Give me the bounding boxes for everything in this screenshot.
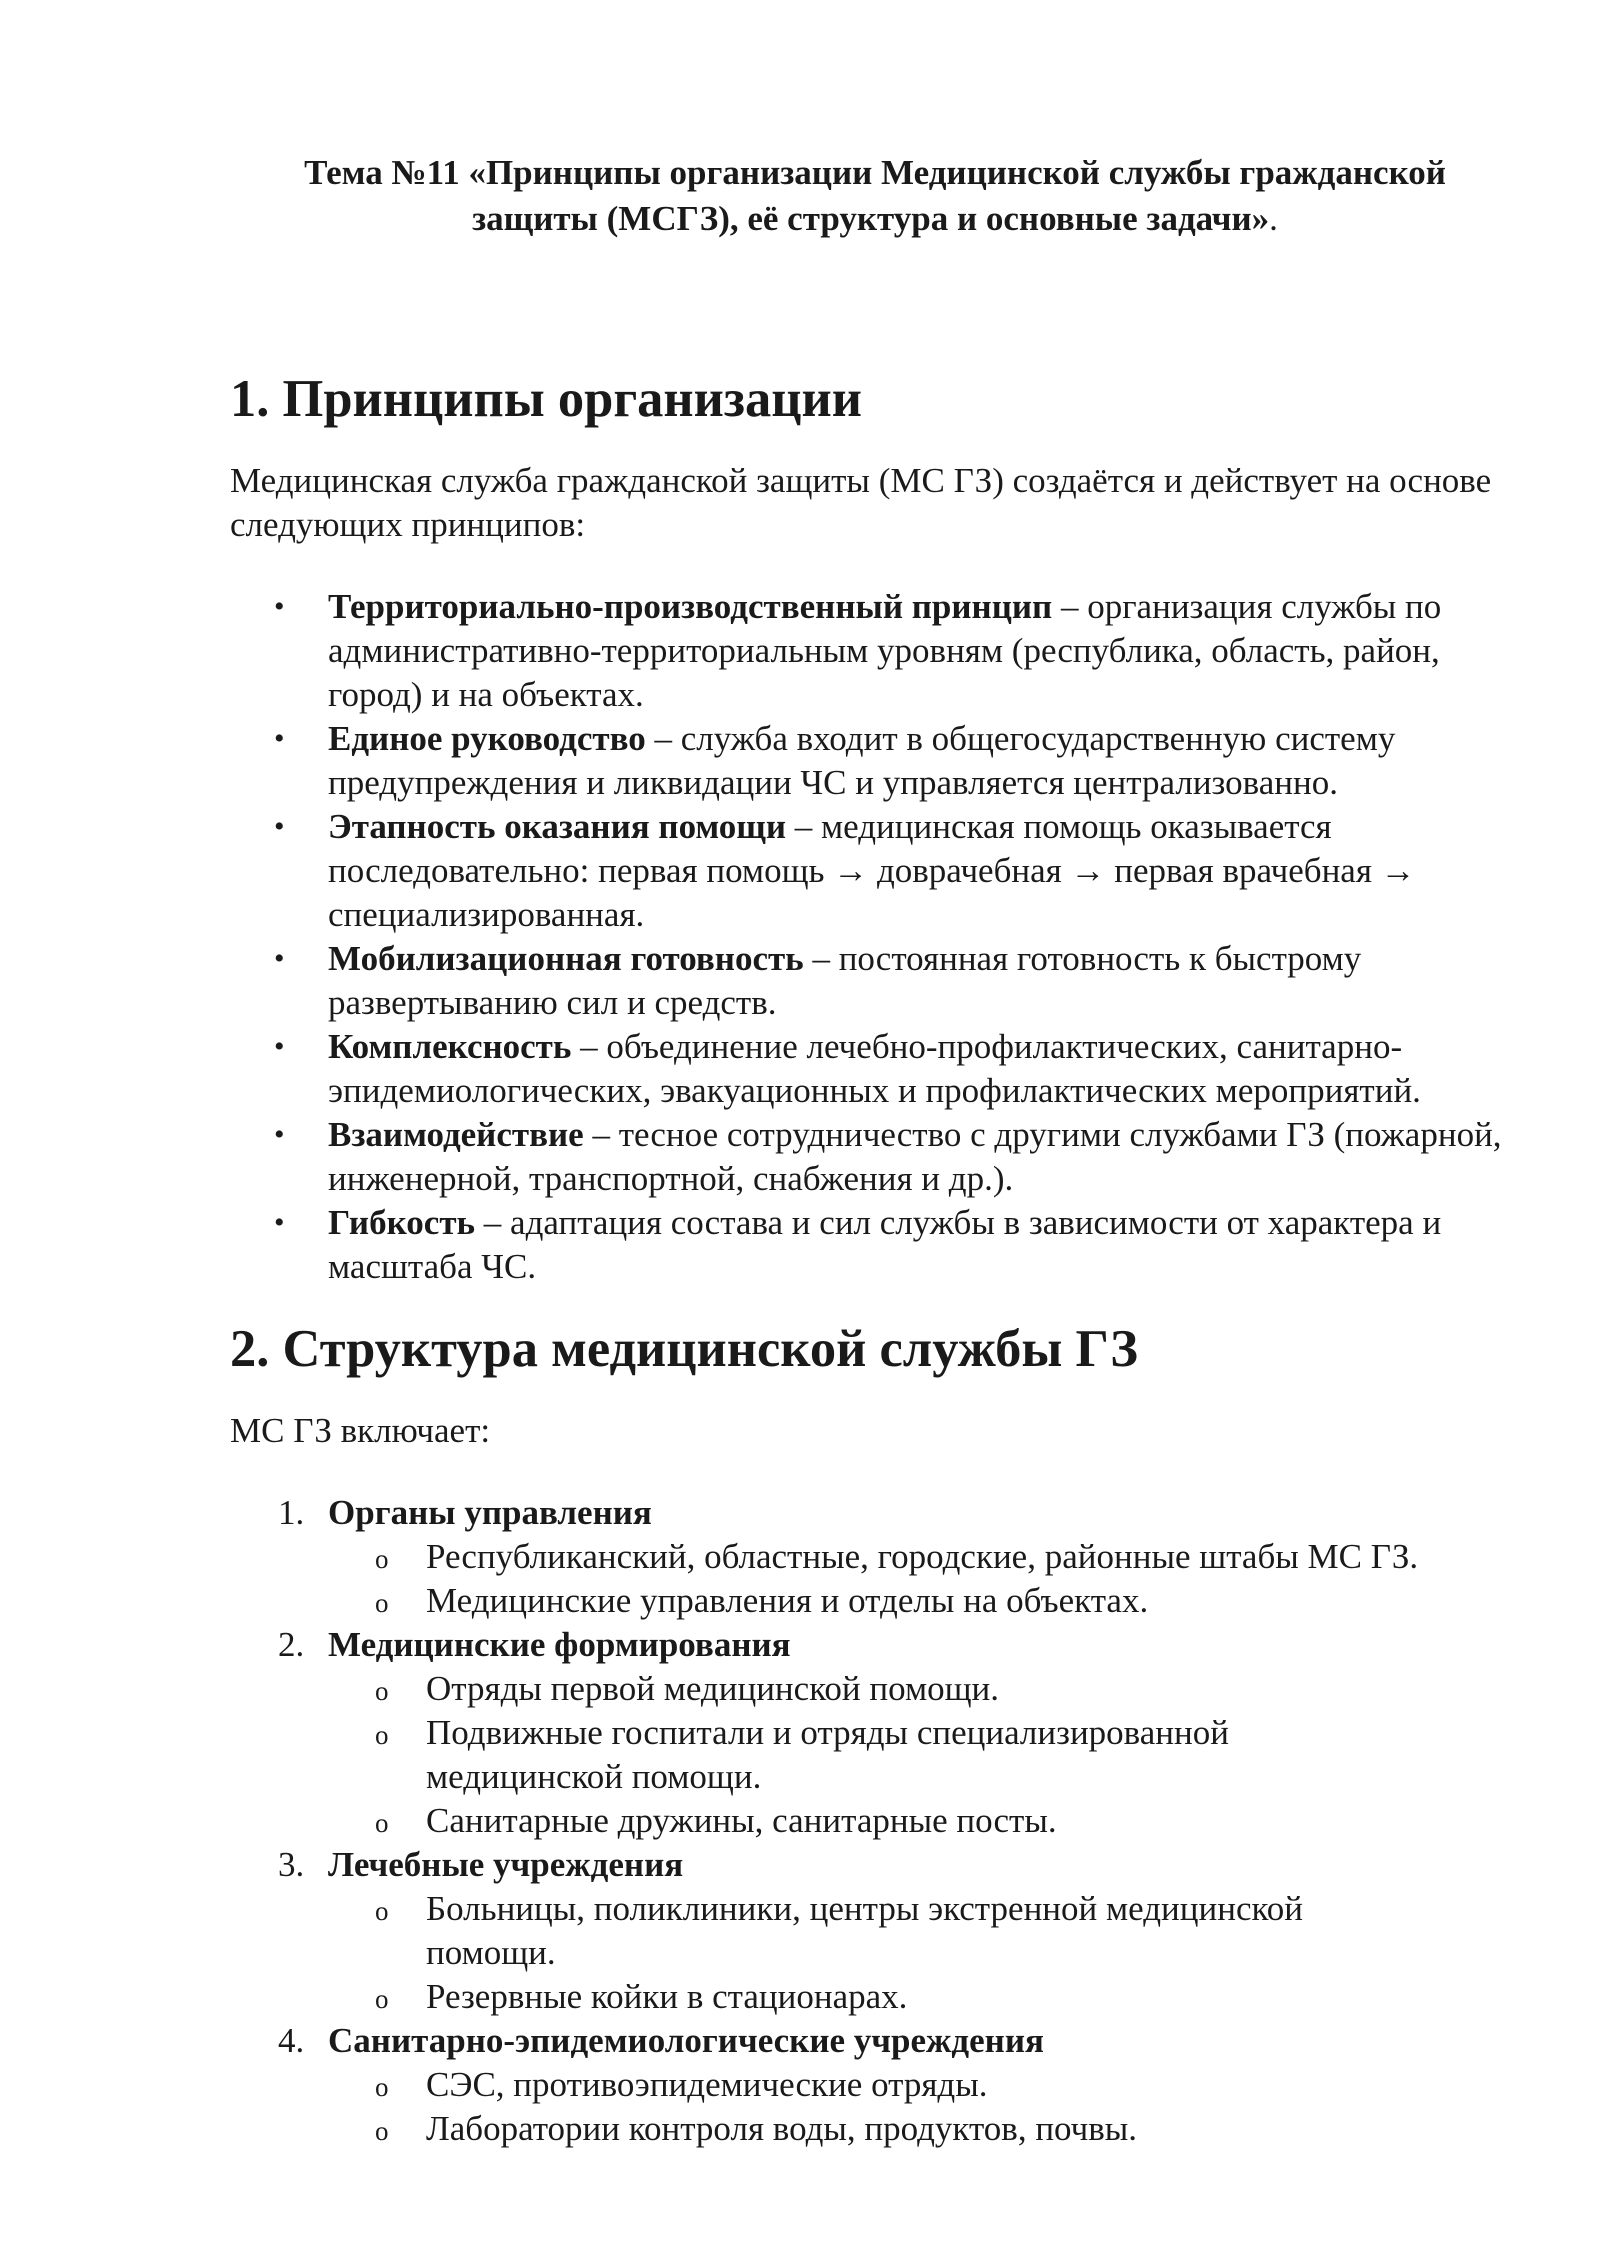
circle-bullet-icon: o bbox=[375, 1676, 389, 1706]
list-item bbox=[230, 2063, 1520, 2107]
principle-term: Территориально-производственный принцип bbox=[328, 587, 1053, 626]
item-text: Подвижные госпитали и отряды специализированной медицинской помощи. bbox=[426, 1713, 1229, 1796]
circle-bullet-icon: o bbox=[375, 1896, 389, 1926]
section-1-heading: 1. Принципы организации bbox=[230, 370, 863, 428]
bullet-icon: • bbox=[274, 1030, 285, 1063]
bullet-icon: • bbox=[274, 942, 285, 975]
circle-bullet-icon: o bbox=[375, 2116, 389, 2146]
item-text: Республиканский, областные, городские, районные штабы МС ГЗ. bbox=[426, 1537, 1419, 1576]
structure-group bbox=[230, 1623, 1520, 1843]
list-item bbox=[230, 717, 1520, 805]
bullet-icon: • bbox=[274, 722, 285, 755]
list-item bbox=[230, 1535, 1520, 1579]
group-items bbox=[230, 1535, 1520, 1623]
list-item bbox=[230, 1887, 1386, 1975]
bullet-icon: • bbox=[274, 810, 285, 843]
principles-list bbox=[230, 585, 1520, 1289]
title-line-2: защиты (МСГЗ), её структура и основные задачи» bbox=[472, 199, 1270, 238]
section-2-heading: 2. Структура медицинской службы ГЗ bbox=[230, 1320, 1138, 1378]
circle-bullet-icon: o bbox=[375, 1984, 389, 2014]
group-title: Органы управления bbox=[328, 1493, 652, 1532]
circle-bullet-icon: o bbox=[375, 1544, 389, 1574]
section-1-intro: Медицинская служба гражданской защиты (МС ГЗ) создаётся и действует на основе следующих принципов: bbox=[230, 461, 1492, 544]
principle-term: Этапность оказания помощи bbox=[328, 807, 787, 846]
circle-bullet-icon: o bbox=[375, 1808, 389, 1838]
circle-bullet-icon: o bbox=[375, 1720, 389, 1750]
list-item bbox=[230, 1025, 1520, 1113]
item-text: Лаборатории контроля воды, продуктов, почвы. bbox=[426, 2109, 1138, 2148]
group-number: 4. bbox=[278, 2021, 305, 2060]
list-item bbox=[230, 937, 1520, 1025]
bullet-icon: • bbox=[274, 590, 285, 623]
item-text: Санитарные дружины, санитарные посты. bbox=[426, 1801, 1057, 1840]
structure-list bbox=[230, 1491, 1520, 2151]
group-title: Лечебные учреждения bbox=[328, 1845, 684, 1884]
list-item bbox=[230, 2107, 1520, 2151]
principle-term: Единое руководство bbox=[328, 719, 646, 758]
group-number: 1. bbox=[278, 1493, 305, 1532]
list-item bbox=[230, 1579, 1520, 1623]
principle-term: Комплексность bbox=[328, 1027, 572, 1066]
bullet-icon: • bbox=[274, 1118, 285, 1151]
group-title: Санитарно-эпидемиологические учреждения bbox=[328, 2021, 1044, 2060]
document-title bbox=[230, 150, 1520, 242]
principle-desc: – медицинская помощь оказывается последовательно: первая помощь → доврачебная → первая врачебная → специализированная. bbox=[328, 807, 1416, 934]
group-items bbox=[230, 2063, 1520, 2151]
circle-bullet-icon: o bbox=[375, 1588, 389, 1618]
group-number: 3. bbox=[278, 1845, 305, 1884]
circle-bullet-icon: o bbox=[375, 2072, 389, 2102]
structure-group bbox=[230, 1843, 1520, 2019]
list-item bbox=[230, 1113, 1520, 1201]
item-text: Отряды первой медицинской помощи. bbox=[426, 1669, 1000, 1708]
list-item bbox=[230, 805, 1520, 937]
principle-term: Взаимодействие bbox=[328, 1115, 584, 1154]
principle-desc: – тесное сотрудничество с другими службами ГЗ (пожарной, инженерной, транспортной, снабжения и др.). bbox=[328, 1115, 1502, 1198]
principle-desc: – организация службы по административно-территориальным уровням (республика, область, район, город) и на объектах. bbox=[328, 587, 1442, 714]
principle-desc: – служба входит в общегосударственную систему предупреждения и ликвидации ЧС и управляется централизованно. bbox=[328, 719, 1396, 802]
list-item bbox=[230, 1799, 1520, 1843]
item-text: Медицинские управления и отделы на объектах. bbox=[426, 1581, 1149, 1620]
group-items bbox=[230, 1667, 1520, 1843]
list-item bbox=[230, 585, 1520, 717]
list-item bbox=[230, 1975, 1520, 2019]
title-line-1: Тема №11 «Принципы организации Медицинской службы гражданской bbox=[304, 153, 1446, 192]
title-period: . bbox=[1269, 199, 1278, 238]
principle-desc: – постоянная готовность к быстрому развертыванию сил и средств. bbox=[328, 939, 1362, 1022]
principle-term: Гибкость bbox=[328, 1203, 476, 1242]
group-number: 2. bbox=[278, 1625, 305, 1664]
list-item bbox=[230, 1711, 1306, 1799]
list-item bbox=[230, 1201, 1520, 1289]
principle-desc: – объединение лечебно-профилактических, санитарно-эпидемиологических, эвакуационных и профилактических мероприятий. bbox=[328, 1027, 1421, 1110]
document-page bbox=[230, 150, 1520, 2151]
structure-group bbox=[230, 2019, 1520, 2151]
principle-desc: – адаптация состава и сил службы в зависимости от характера и масштаба ЧС. bbox=[328, 1203, 1442, 1286]
bullet-icon: • bbox=[274, 1206, 285, 1239]
group-items bbox=[230, 1887, 1520, 2019]
item-text: СЭС, противоэпидемические отряды. bbox=[426, 2065, 988, 2104]
structure-group bbox=[230, 1491, 1520, 1623]
item-text: Больницы, поликлиники, центры экстренной медицинской помощи. bbox=[426, 1889, 1303, 1972]
group-title: Медицинские формирования bbox=[328, 1625, 791, 1664]
item-text: Резервные койки в стационарах. bbox=[426, 1977, 908, 2016]
list-item bbox=[230, 1667, 1520, 1711]
principle-term: Мобилизационная готовность bbox=[328, 939, 804, 978]
section-2-intro: МС ГЗ включает: bbox=[230, 1411, 491, 1450]
